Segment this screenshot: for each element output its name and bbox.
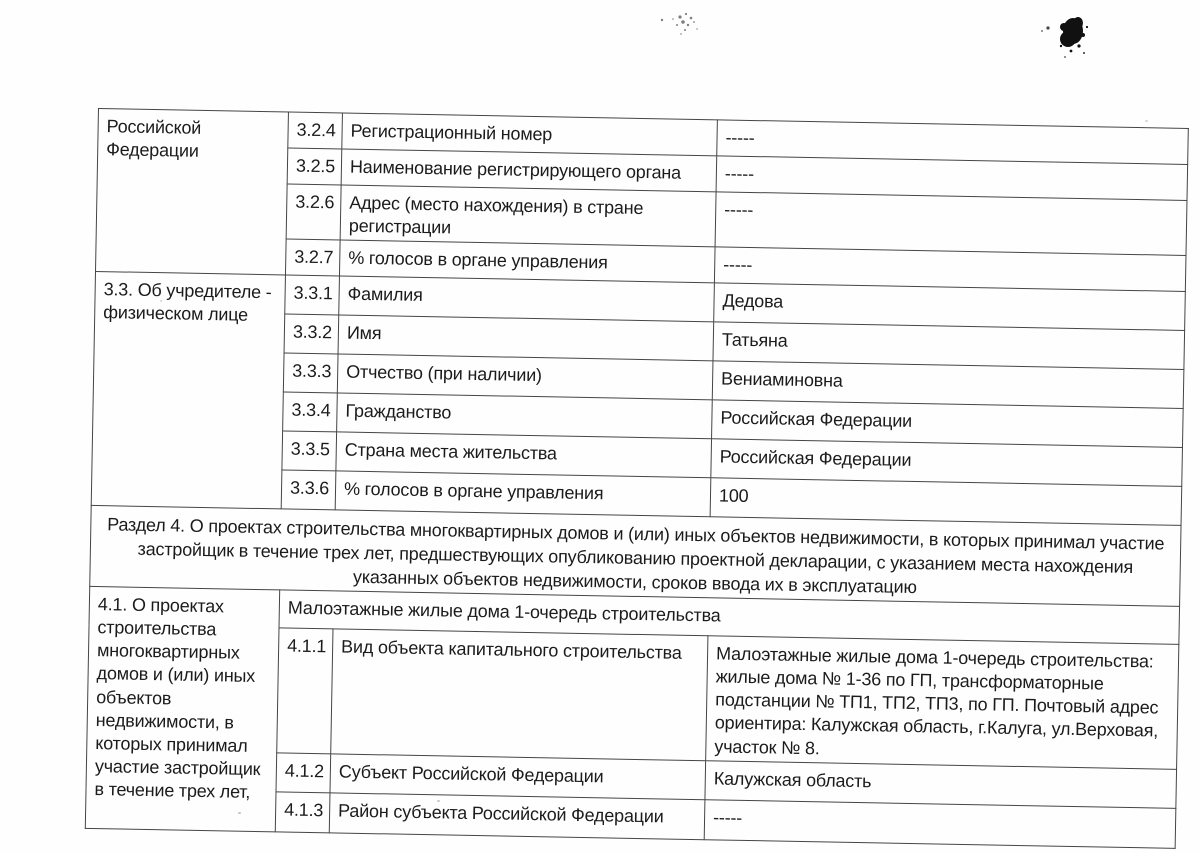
row-number-cell: 3.3.3 bbox=[283, 353, 338, 393]
row-number-cell: 3.2.7 bbox=[285, 239, 340, 276]
row-value-cell: ----- bbox=[716, 156, 1188, 201]
row-label-cell: Гражданство bbox=[337, 393, 713, 439]
row-label-cell: Район субъекта Российской Федерации bbox=[329, 792, 705, 839]
declaration-table bbox=[85, 108, 1189, 848]
scan-speck bbox=[1145, 120, 1148, 122]
row-value-cell: ----- bbox=[717, 120, 1189, 165]
row-value-cell: Татьяна bbox=[713, 322, 1185, 370]
row-value-cell: Дедова bbox=[714, 283, 1186, 331]
ink-blot-right bbox=[1035, 5, 1105, 65]
row-label-cell: % голосов в органе управления bbox=[335, 471, 711, 517]
document-sheet bbox=[85, 108, 1188, 848]
row-number-cell: 3.2.5 bbox=[287, 148, 342, 185]
row-value-cell: ----- bbox=[715, 192, 1187, 256]
row-number-cell: 4.1.2 bbox=[276, 752, 331, 792]
row-label-cell: % голосов в органе управления bbox=[339, 240, 715, 283]
section-4-header-cell: Раздел 4. О проектах строительства многоквартирных домов и (или) иных объектов недвижимости, в которых принимал участие застройщик в течение трех лет, предшествующих опубликованию проектной декларации, с указанием места нахождения указанных объектов недвижимости, сроков ввода их в эксплуатацию bbox=[90, 506, 1181, 607]
row-label-cell: Отчество (при наличии) bbox=[337, 354, 713, 400]
row-value-cell: Вениаминовна bbox=[712, 361, 1184, 409]
row-label-cell: Регистрационный номер bbox=[342, 113, 718, 156]
row-value-cell: Российская Федерации bbox=[711, 439, 1183, 487]
row-value-cell: Малоэтажные жилые дома 1-очередь строительства: жилые дома № 1-36 по ГП, трансформаторные подстанции № ТП1, ТП2, ТП3, по ГП. Почтовый адрес ориентира: Калужская область, г.Калуга, ул.Верховая, участок № 8. bbox=[706, 636, 1179, 769]
row-value-cell: ----- bbox=[714, 247, 1186, 292]
ink-speckle-cluster-left bbox=[650, 5, 720, 50]
row-number-cell: 3.3.4 bbox=[283, 392, 338, 432]
row-label-cell: Вид объекта капитального строительства bbox=[331, 629, 708, 760]
row-label-cell: Субъект Российской Федерации bbox=[330, 753, 706, 799]
row-value-cell: 100 bbox=[710, 478, 1182, 526]
row-label-cell: Наименование регистрирующего органа bbox=[341, 149, 717, 192]
row-label-cell: Имя bbox=[338, 315, 714, 361]
section-3-2-carryover-cell: Российской Федерации bbox=[96, 109, 289, 276]
row-number-cell: 3.3.6 bbox=[281, 470, 336, 510]
row-number-cell: 3.3.5 bbox=[282, 431, 337, 471]
row-number-cell: 3.2.6 bbox=[286, 184, 341, 240]
row-number-cell: 3.3.2 bbox=[284, 314, 339, 354]
row-value-cell: Российская Федерации bbox=[712, 400, 1184, 448]
object-subheader-cell: Малоэтажные жилые дома 1-очередь строительства bbox=[279, 590, 1180, 644]
row-value-cell: Калужская область bbox=[705, 760, 1177, 808]
section-3-3-header-cell: 3.3. Об учредителе - физическом лице bbox=[91, 272, 285, 509]
row-number-cell: 4.1.3 bbox=[275, 791, 330, 832]
row-label-cell: Фамилия bbox=[339, 276, 715, 322]
row-number-cell: 4.1.1 bbox=[277, 628, 333, 753]
section-4-1-header-cell: 4.1. О проектах строительства многоквартирных домов и (или) иных объектов недвижимости, в которых принимал участие застройщик в течение трех лет, bbox=[85, 587, 279, 832]
row-number-cell: 3.2.4 bbox=[288, 112, 343, 149]
row-label-cell: Адрес (место нахождения) в стране регистрации bbox=[340, 185, 716, 247]
row-number-cell: 3.3.1 bbox=[285, 275, 340, 315]
row-label-cell: Страна места жительства bbox=[336, 432, 712, 478]
row-value-cell: ----- bbox=[704, 799, 1176, 848]
